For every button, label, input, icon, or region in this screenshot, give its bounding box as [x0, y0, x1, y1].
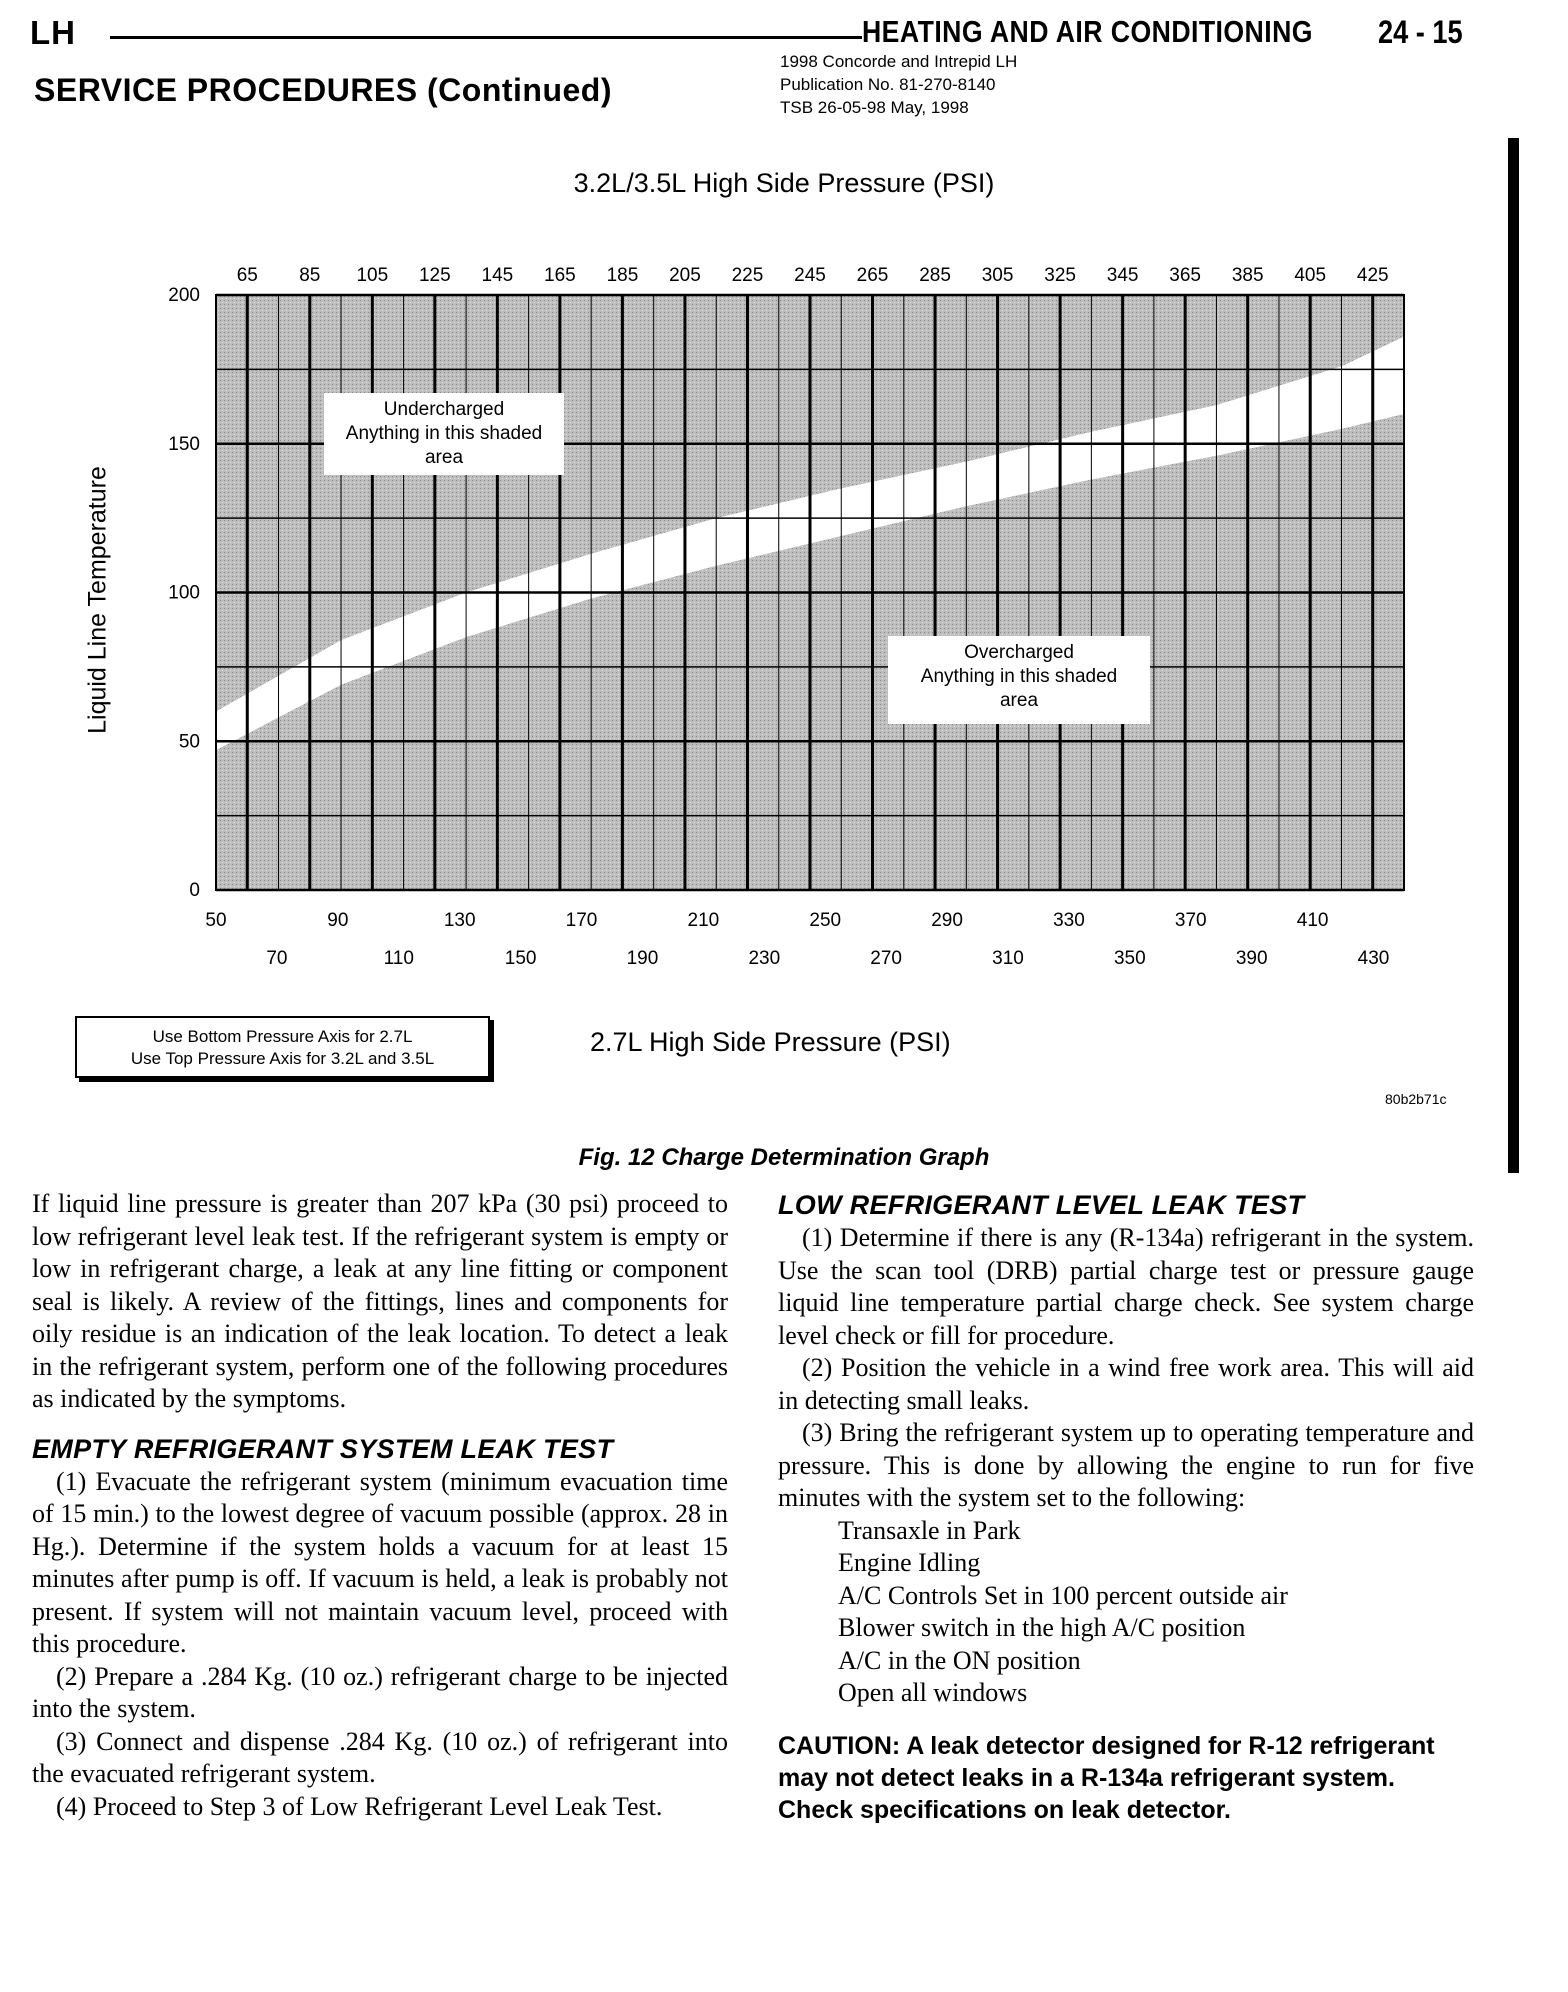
setting-item: A/C Controls Set in 100 percent outside air [838, 1580, 1288, 1610]
top-axis-tick-label: 245 [794, 265, 826, 286]
bottom-axis-tick-label: 90 [327, 910, 349, 931]
bottom-axis-tick-label: 250 [809, 910, 842, 931]
right-column [778, 1188, 1474, 1826]
top-axis-tick-label: 405 [1294, 265, 1327, 286]
step-paragraph: (2) Position the vehicle in a wind free work area. This will aid in detecting small leaks. [778, 1353, 1474, 1415]
bottom-axis-tick-label: 410 [1296, 910, 1329, 931]
pub-line: Publication No. 81-270-8140 [780, 75, 996, 94]
axis-note-line: Use Top Pressure Axis for 3.2L and 3.5L [130, 1049, 435, 1068]
top-axis-tick-label: 265 [856, 265, 889, 286]
top-axis-tick-label: 305 [981, 265, 1014, 286]
setting-item: Blower switch in the high A/C position [838, 1613, 1246, 1642]
y-axis-tick-label: 200 [168, 285, 200, 306]
region-label-line: area [424, 447, 464, 468]
bottom-axis-tick-label: 230 [748, 948, 781, 969]
bottom-axis-tick-label: 70 [266, 948, 288, 969]
top-axis-tick-label: 225 [731, 265, 764, 286]
region-label-line: Undercharged [383, 399, 505, 420]
bottom-axis-tick-label: 110 [383, 948, 414, 969]
region-label-line: Anything in this shaded [920, 666, 1118, 687]
bottom-axis-tick-label: 190 [626, 948, 659, 969]
bottom-axis-tick-label: 50 [205, 910, 227, 931]
bottom-axis-tick-label: 350 [1113, 948, 1146, 969]
top-axis-tick-label: 125 [418, 265, 451, 286]
setting-item: Engine Idling [838, 1548, 981, 1577]
chapter-title: HEATING AND AIR CONDITIONING [862, 14, 1313, 49]
bottom-axis-tick-label: 430 [1357, 948, 1390, 969]
y-axis-title: Liquid Line Temperature [83, 466, 112, 734]
section-title: SERVICE PROCEDURES (Continued) [34, 72, 612, 108]
top-axis-tick-label: 385 [1231, 265, 1264, 286]
bottom-axis-tick-label: 170 [565, 910, 598, 931]
top-axis-tick-label: 365 [1169, 265, 1202, 286]
empty-system-heading: EMPTY REFRIGERANT SYSTEM LEAK TEST [32, 1433, 614, 1464]
setting-item: A/C in the ON position [838, 1645, 1081, 1675]
chart-title-bottom-axis: 2.7L High Side Pressure (PSI) [590, 1027, 951, 1057]
y-axis-tick-label: 50 [178, 731, 200, 753]
charge-determination-graph [0, 0, 1568, 990]
y-axis-tick-label: 100 [168, 582, 200, 604]
top-axis-tick-label: 145 [481, 265, 514, 286]
y-axis-tick-label: 0 [189, 880, 200, 901]
bottom-axis-tick-label: 290 [931, 910, 963, 931]
top-axis-tick-label: 105 [356, 265, 389, 286]
step-paragraph: (1) Evacuate the refrigerant system (minimum evacuation time of 15 min.) to the lowest degree of vacuum possible (approx. 28 in Hg.). Determine if the system holds a vacuum for at least 15 minutes after pump is off. If vacuum is held, a leak is probably not present. If system will not maintain vacuum level, proceed with this procedure. [32, 1466, 728, 1658]
axis-note-line: Use Bottom Pressure Axis for 2.7L [152, 1027, 413, 1046]
figure-caption: Fig. 12 Charge Determination Graph [578, 1144, 990, 1171]
left-column [32, 1188, 728, 1823]
top-axis-tick-label: 345 [1106, 265, 1139, 286]
step-paragraph: (1) Determine if there is any (R-134a) refrigerant in the system. Use the scan tool (DRB) partial charge test or pressure gauge liquid line temperature partial charge check. See system charge level check or fill for procedure. [778, 1223, 1474, 1350]
pub-line: 1998 Concorde and Intrepid LH [780, 52, 1018, 71]
page-number: 24 - 15 [1378, 14, 1463, 50]
top-axis-tick-label: 85 [299, 265, 321, 286]
step-paragraph: (3) Connect and dispense .284 Kg. (10 oz.) of refrigerant into the evacuated refrigerant system. [32, 1726, 728, 1788]
axis-usage-note [75, 1016, 490, 1078]
bottom-axis-tick-label: 150 [504, 948, 537, 969]
bottom-axis-tick-label: 310 [992, 948, 1024, 969]
region-label-line: area [999, 690, 1039, 711]
setting-item: Transaxle in Park [838, 1515, 1021, 1545]
bottom-axis-tick-label: 390 [1235, 948, 1268, 969]
top-axis-tick-label: 185 [606, 265, 639, 286]
low-level-heading: LOW REFRIGERANT LEVEL LEAK TEST [778, 1190, 1305, 1220]
top-axis-tick-label: 65 [236, 265, 258, 286]
manual-code: LH [30, 14, 76, 51]
region-label-line: Overcharged [964, 642, 1074, 663]
top-axis-tick-label: 205 [669, 265, 701, 286]
bottom-axis-tick-label: 270 [870, 948, 903, 969]
bottom-axis-tick-label: 210 [687, 910, 720, 931]
caution-note: CAUTION: A leak detector designed for R-12 refrigerant may not detect leaks in a R-134a refrigerant system. Check specifications on leak detector. [778, 1731, 1435, 1824]
intro-paragraph: If liquid line pressure is greater than 207 kPa (30 psi) proceed to low refrigerant level leak test. If the refrigerant system is empty or low in refrigerant charge, a leak at any line fitting or component seal is likely. A review of the fittings, lines and components for oily residue is an indication of the leak location. To detect a leak in the refrigerant system, perform one of the following procedures as indicated by the symptoms. [32, 1189, 728, 1413]
figure-code: 80b2b71c [1385, 1091, 1447, 1107]
system-settings-list [778, 1515, 1474, 1710]
setting-item: Open all windows [838, 1678, 1028, 1707]
chart-title-top-axis: 3.2L/3.5L High Side Pressure (PSI) [573, 168, 995, 198]
bottom-axis-tick-label: 330 [1053, 910, 1085, 931]
step-paragraph: (3) Bring the refrigerant system up to operating temperature and pressure. This is done by allowing the engine to run for five minutes with the system set to the following: [778, 1418, 1474, 1512]
step-paragraph: (2) Prepare a .284 Kg. (10 oz.) refrigerant charge to be injected into the system. [32, 1661, 728, 1723]
pub-line: TSB 26-05-98 May, 1998 [780, 98, 969, 117]
step-paragraph: (4) Proceed to Step 3 of Low Refrigerant Level Leak Test. [56, 1791, 663, 1821]
bottom-axis-tick-label: 370 [1174, 910, 1207, 931]
top-axis-tick-label: 165 [544, 265, 576, 286]
top-axis-tick-label: 425 [1356, 265, 1389, 286]
y-axis-tick-label: 150 [168, 433, 200, 455]
region-label-line: Anything in this shaded [345, 423, 543, 444]
top-axis-tick-label: 285 [919, 265, 951, 286]
top-axis-tick-label: 325 [1044, 265, 1076, 286]
bottom-axis-tick-label: 130 [443, 910, 476, 931]
